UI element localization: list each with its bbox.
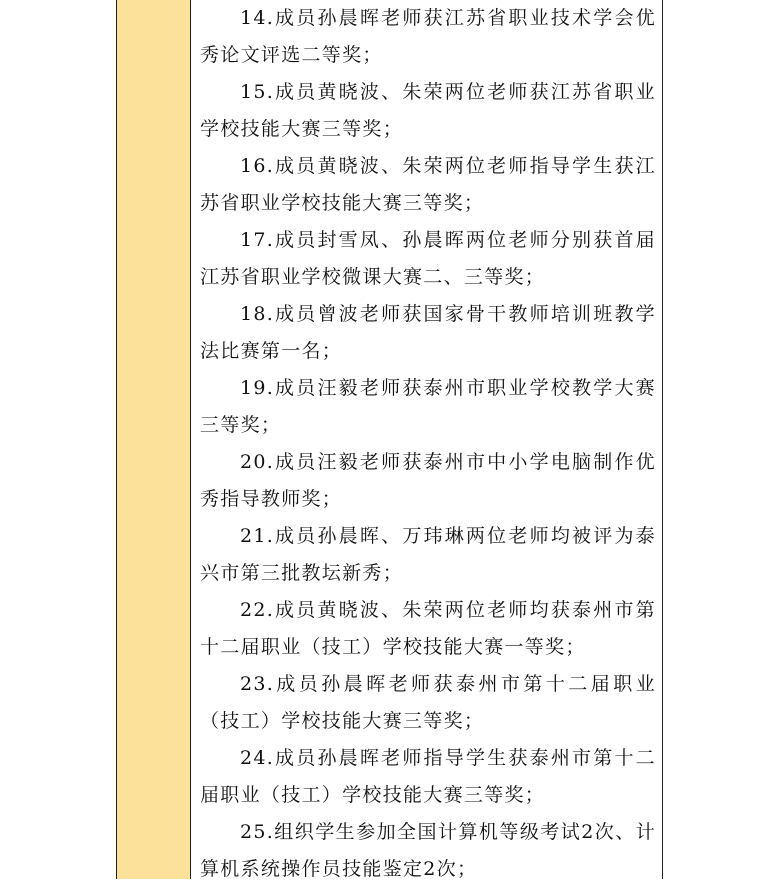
achievement-item-18: 18.成员曾波老师获国家骨干教师培训班教学法比赛第一名；: [200, 303, 656, 362]
achievement-item-22: 22.成员黄晓波、朱荣两位老师均获泰州市第十二届职业（技工）学校技能大赛一等奖；: [200, 599, 656, 658]
achievement-item-17: 17.成员封雪凤、孙晨晖两位老师分别获首届江苏省职业学校微课大赛二、三等奖；: [200, 229, 656, 288]
achievement-item-19: 19.成员汪毅老师获泰州市职业学校教学大赛三等奖；: [200, 377, 656, 436]
achievement-item-24: 24.成员孙晨晖老师指导学生获泰州市第十二届职业（技工）学校技能大赛三等奖；: [200, 747, 656, 806]
achievement-item-16: 16.成员黄晓波、朱荣两位老师指导学生获江苏省职业学校技能大赛三等奖；: [200, 155, 656, 214]
achievement-list: [200, 0, 656, 888]
achievement-item-21: 21.成员孙晨晖、万玮琳两位老师均被评为泰兴市第三批教坛新秀；: [200, 525, 656, 584]
table-content-column: [191, 0, 662, 879]
achievement-item-25: 25.组织学生参加全国计算机等级考试2次、计算机系统操作员技能鉴定2次；: [200, 821, 656, 880]
table-label-column: [117, 0, 191, 879]
achievement-item-14: 14.成员孙晨晖老师获江苏省职业技术学会优秀论文评选二等奖；: [200, 7, 656, 66]
achievement-item-20: 20.成员汪毅老师获泰州市中小学电脑制作优秀指导教师奖；: [200, 451, 656, 510]
achievement-table: [116, 0, 663, 879]
achievement-item-15: 15.成员黄晓波、朱荣两位老师获江苏省职业学校技能大赛三等奖；: [200, 81, 656, 140]
achievement-item-23: 23.成员孙晨晖老师获泰州市第十二届职业（技工）学校技能大赛三等奖；: [200, 673, 656, 732]
